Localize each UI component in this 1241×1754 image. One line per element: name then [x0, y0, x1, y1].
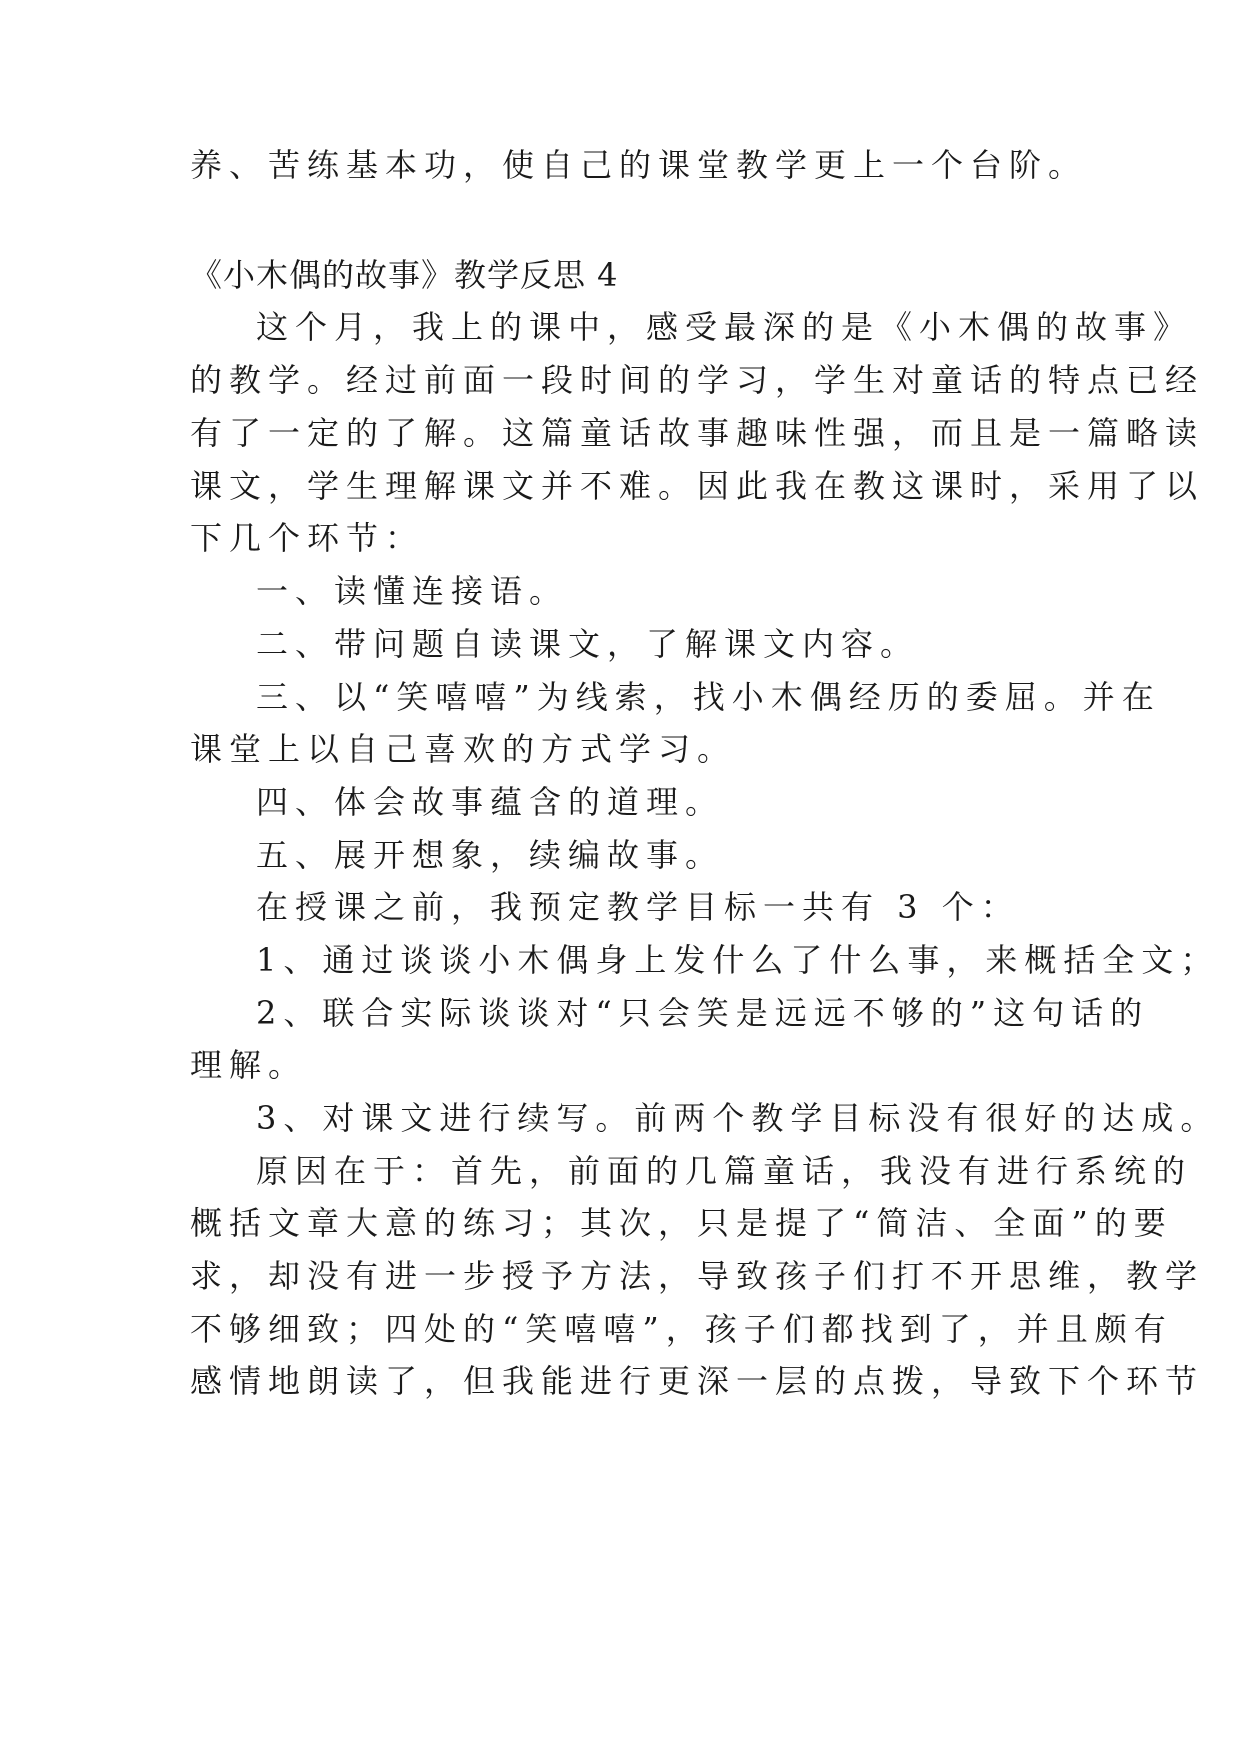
- list-item: 二、带问题自读课文，了解课文内容。: [256, 625, 920, 663]
- paragraph-line: 课文，学生理解课文并不难。因此我在教这课时，采用了以: [190, 467, 1205, 505]
- paragraph-line: 在授课之前，我预定教学目标一共有 3 个：: [256, 888, 1020, 926]
- paragraph-line: 下几个环节：: [190, 519, 425, 557]
- paragraph-line: 这个月，我上的课中，感受最深的是《小木偶的故事》: [256, 308, 1193, 346]
- paragraph-line: 概括文章大意的练习；其次，只是提了“简洁、全面”的要: [190, 1204, 1173, 1242]
- list-item: 五、展开想象，续编故事。: [256, 836, 725, 874]
- paragraph-line: 的教学。经过前面一段时间的学习，学生对童话的特点已经: [190, 361, 1205, 399]
- paragraph-line: 理解。: [190, 1046, 308, 1084]
- paragraph-line: 有了一定的了解。这篇童话故事趣味性强，而且是一篇略读: [190, 414, 1205, 452]
- paragraph-line: 感情地朗读了，但我能进行更深一层的点拨，导致下个环节: [190, 1362, 1205, 1400]
- list-item: 一、读懂连接语。: [256, 572, 569, 610]
- paragraph-line: 课堂上以自己喜欢的方式学习。: [190, 730, 737, 768]
- paragraph-line: 原因在于：首先，前面的几篇童话，我没有进行系统的: [256, 1152, 1193, 1190]
- paragraph-line: 求，却没有进一步授予方法，导致孩子们打不开思维，教学: [190, 1257, 1205, 1295]
- list-item: 2、联合实际谈谈对“只会笑是远远不够的”这句话的: [256, 994, 1150, 1032]
- paragraph-line: 养、苦练基本功，使自己的课堂教学更上一个台阶。: [190, 146, 1088, 184]
- section-title: 《小木偶的故事》教学反思 4: [190, 256, 619, 294]
- list-item: 3、对课文进行续写。前两个教学目标没有很好的达成。: [256, 1099, 1220, 1137]
- list-item: 四、体会故事蕴含的道理。: [256, 783, 725, 821]
- list-item: 三、以“笑嘻嘻”为线索，找小木偶经历的委屈。并在: [256, 678, 1161, 716]
- list-item: 1、通过谈谈小木偶身上发什么了什么事，来概括全文；: [256, 941, 1220, 979]
- paragraph-line: 不够细致；四处的“笑嘻嘻”，孩子们都找到了，并且颇有: [190, 1310, 1173, 1348]
